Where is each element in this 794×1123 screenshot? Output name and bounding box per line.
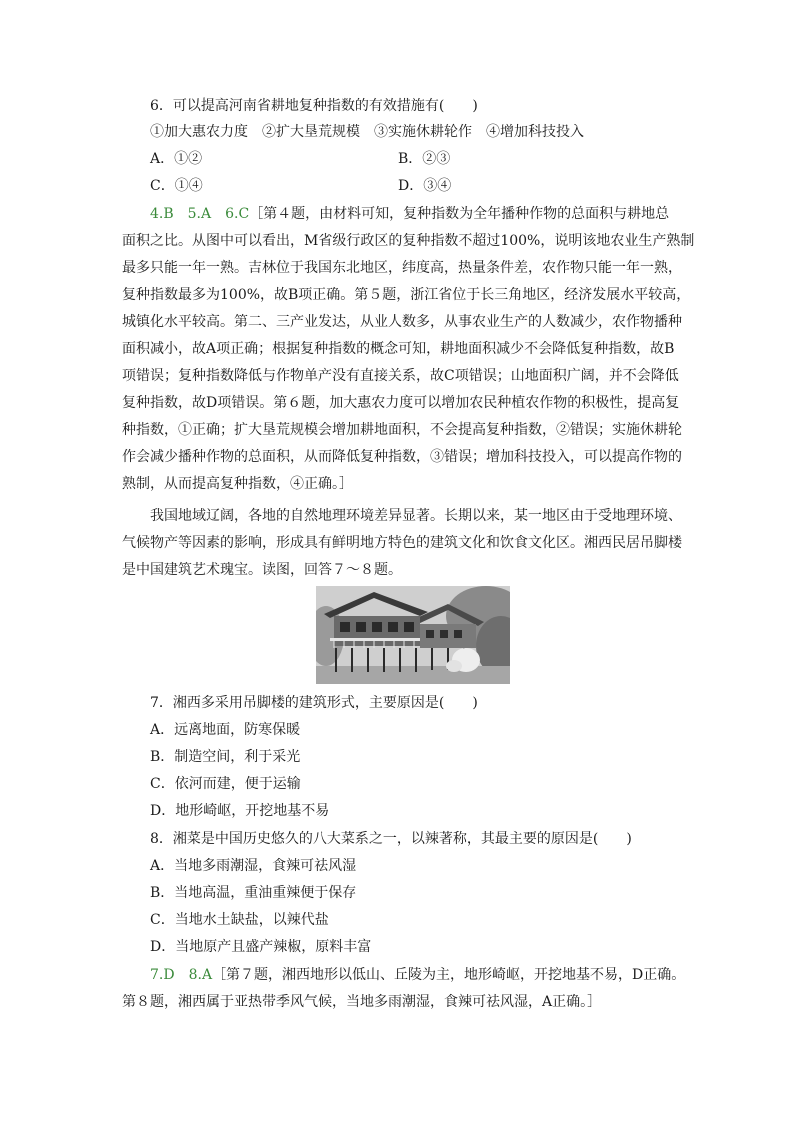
q7-option-d: D．地形崎岖，开挖地基不易 [150,803,330,819]
answer-4-6-line-2: 面积之比。从图中可以看出，M省级行政区的复种指数不超过100%，说明该地农业生产熟制 [122,233,695,249]
q6-option-a: A．①② [150,151,203,167]
q6-measures: ①加大惠农力度 ②扩大垦荒规模 ③实施休耕轮作 ④增加科技投入 [150,124,584,140]
answer-4-6-first-line [150,204,669,224]
answer-7-8-line-1: ［第７题，湘西地形以低山、丘陵为主，地形崎岖，开挖地基不易，D正确。 [212,967,686,983]
q8-option-a: A．当地多雨潮湿，食辣可祛风湿 [150,858,357,874]
q7-stem: 7．湘西多采用吊脚楼的建筑形式，主要原因是( ) [150,695,478,711]
answer-4-6-line-1: ［第４题，由材料可知，复种指数为全年播种作物的总面积与耕地总 [249,206,670,222]
q8-option-d: D．当地原产且盛产辣椒，原料丰富 [150,939,372,955]
material-line-3: 是中国建筑艺术瑰宝。读图，回答７～８题。 [122,562,402,578]
q6-option-b: B．②③ [398,151,451,167]
answer-7-8-codes: 7.D 8.A [150,967,213,983]
q8-option-b: B．当地高温，重油重辣便于保存 [150,885,357,901]
q8-option-c: C．当地水土缺盐，以辣代盐 [150,912,329,928]
answer-4-6-line-6: 面积减小，故A项正确；根据复种指数的概念可知，耕地面积减少不会降低复种指数，故B [122,341,675,357]
answer-4-6-line-10: 作会减少播种作物的总面积，从而降低复种指数，③错误；增加科技投入，可以提高作物的 [122,449,682,465]
stilt-house-photo [316,586,510,684]
answer-7-8-line-2: 第８题，湘西属于亚热带季风气候，当地多雨潮湿，食辣可祛风湿，A正确。］ [122,994,602,1010]
material-line-2: 气候物产等因素的影响，形成具有鲜明地方特色的建筑文化和饮食文化区。湘西民居吊脚楼 [122,535,682,551]
q7-option-b: B．制造空间，利于采光 [150,749,301,765]
answer-4-6-line-7: 项错误；复种指数降低与作物单产没有直接关系，故C项错误；山地面积广阔，并不会降低 [122,368,679,384]
answer-4-6-line-5: 城镇化水平较高。第二、三产业发达，从业人数多，从事农业生产的人数减少，农作物播种 [122,314,682,330]
q7-option-a: A．远离地面，防寒保暖 [150,722,301,738]
material-line-1: 我国地域辽阔，各地的自然地理环境差异显著。长期以来，某一地区由于受地理环境、 [150,508,682,524]
q8-stem: 8．湘菜是中国历史悠久的八大菜系之一，以辣著称，其最主要的原因是( ) [150,831,632,847]
answer-4-6-codes: 4.B 5.A 6.C [150,206,250,222]
answer-4-6-line-4: 复种指数最多为100%，故B项正确。第５题，浙江省位于长三角地区，经济发展水平较高， [122,287,691,303]
q6-stem: 6．可以提高河南省耕地复种指数的有效措施有( ) [150,98,478,114]
answer-4-6-line-11: 熟制，从而提高复种指数，④正确。］ [122,476,353,492]
q6-option-c: C．①④ [150,178,203,194]
q6-option-d: D．③④ [398,178,452,194]
answer-4-6-line-8: 复种指数，故D项错误。第６题，加大惠农力度可以增加农民种植农作物的积极性，提高复 [122,395,680,411]
answer-4-6-line-9: 种指数，①正确；扩大垦荒规模会增加耕地面积，不会提高复种指数，②错误；实施休耕轮 [122,422,682,438]
answer-4-6-line-3: 最多只能一年一熟。吉林位于我国东北地区，纬度高，热量条件差，农作物只能一年一熟， [122,260,682,276]
q7-option-c: C．依河而建，便于运输 [150,776,301,792]
answer-7-8-first-line [150,965,685,985]
